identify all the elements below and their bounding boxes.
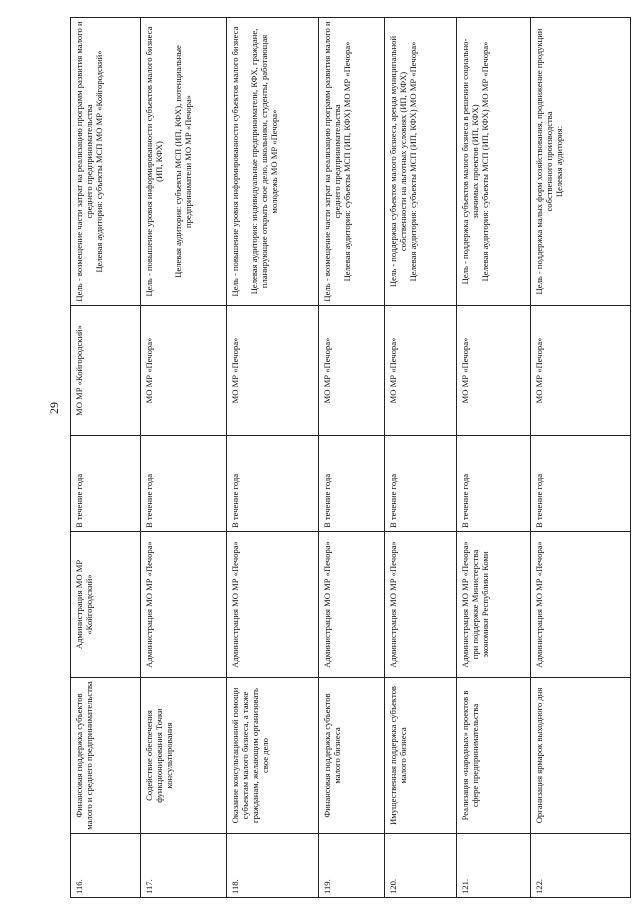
funding-source: МО МР «Печора» (385, 306, 457, 436)
measure-name: Реализация «народных» проектов в сфере предпринимательства (457, 678, 531, 834)
audience-text: Целевая аудитория: индивидуальные предприниматели, КФХ, граждане, планирующие открыть свое дело, школьники, студенты, работающая молодежь МО МР «Печора» (249, 28, 280, 295)
term: В течение года (71, 436, 141, 532)
funding-source: МО МР «Койгородский» (71, 306, 141, 436)
goal-cell (141, 18, 227, 306)
funding-source: МО МР «Печора» (457, 306, 531, 436)
executor: Администрация МО МР «Печора» при поддержке Министерства экономики Республики Коми (457, 532, 531, 678)
executor: Администрация МО МР «Печора» (319, 532, 385, 678)
funding-source: МО МР «Печора» (227, 306, 319, 436)
goal-text: Цель - поддержка субъектов малого бизнеса, аренда муниципальной собственности на льготных условиях (ИП, КФХ) (388, 35, 409, 288)
row-number: 120. (385, 834, 457, 898)
goal-text: Цель - поддержка малых форм хозяйствования, продвижение продукции собственного производства (534, 28, 555, 295)
audience-text: Целевая аудитория: субъекты МСП (ИП, КФХ), потенциальные предприниматели МО МР «Печора» (173, 45, 194, 278)
rotated-page-area (70, 18, 630, 898)
measure-name: Оказание консультационной помощи субъектам малого бизнеса, а также гражданам, желающим организовать свое дело (227, 678, 319, 834)
row-number: 116. (71, 834, 141, 898)
term: В течение года (385, 436, 457, 532)
table-row (71, 18, 141, 898)
row-number: 121. (457, 834, 531, 898)
audience-text: Целевая аудитория: субъекты МСП (ИП, КФХ) МО МР «Печора» (480, 41, 491, 282)
audience-text: Целевая аудитория: субъекты МСП (ИП, КФХ) МО МР «Печора» (408, 41, 419, 282)
row-number: 118. (227, 834, 319, 898)
goal-text: Цель - повышение уровня информированности субъектов малого бизнеса (230, 26, 240, 297)
funding-source: МО МР «Печора» (319, 306, 385, 436)
measure-name: Финансовая поддержка субъектов малого бизнеса (319, 678, 385, 834)
audience-text: Целевая аудитория: (554, 125, 565, 198)
row-number: 122. (531, 834, 631, 898)
measure-name: Финансовая поддержка субъектов малого и среднего предпринимательства (71, 678, 141, 834)
goal-text: Цель - возмещение части затрат на реализацию программ развития малого и среднего предпринимательства (74, 21, 95, 302)
term: В течение года (141, 436, 227, 532)
audience-text: Целевая аудитория: субъекты МСП (ИП, КФХ) МО МР «Печора» (342, 41, 353, 282)
measure-name: Организация ярмарок выходного дня (531, 678, 631, 834)
page-number: 29 (47, 402, 61, 414)
goal-cell (71, 18, 141, 306)
term: В течение года (457, 436, 531, 532)
table-row (385, 18, 457, 898)
goal-text: Цель - поддержка субъектов малого бизнеса в решении социально-значимых проектов (ИП, КФХ) (460, 38, 481, 285)
executor: Администрация МО МР «Печора» (385, 532, 457, 678)
row-number: 119. (319, 834, 385, 898)
executor: Администрация МО МР «Печора» (531, 532, 631, 678)
executor: Администрация МО МР «Печора» (227, 532, 319, 678)
goal-text: Цель - повышение уровня информированности субъектов малого бизнеса (ИП, КФХ) (144, 26, 165, 297)
goal-text: Цель - возмещение части затрат на реализацию программ развития малого и среднего предпринимательства (322, 21, 343, 302)
table-row (531, 18, 631, 898)
table-row (319, 18, 385, 898)
table-row (457, 18, 531, 898)
measure-name: Имущественная поддержка субъектов малого бизнеса (385, 678, 457, 834)
goal-cell (531, 18, 631, 306)
funding-source: МО МР «Печора» (141, 306, 227, 436)
term: В течение года (531, 436, 631, 532)
audience-text: Целевая аудитория: субъекты МСП МО МР «Койгородский» (94, 50, 105, 273)
measure-name: Содействие обеспечения функционирования Точки консультирования (141, 678, 227, 834)
table-row (141, 18, 227, 898)
executor: Администрация МО МР «Койгородский» (71, 532, 141, 678)
term: В течение года (319, 436, 385, 532)
goal-cell (385, 18, 457, 306)
measures-table (70, 17, 631, 898)
term: В течение года (227, 436, 319, 532)
goal-cell (457, 18, 531, 306)
funding-source: МО МР «Печора» (531, 306, 631, 436)
row-number: 117. (141, 834, 227, 898)
table-row (227, 18, 319, 898)
goal-cell (319, 18, 385, 306)
goal-cell (227, 18, 319, 306)
executor: Администрация МО МР «Печора» (141, 532, 227, 678)
